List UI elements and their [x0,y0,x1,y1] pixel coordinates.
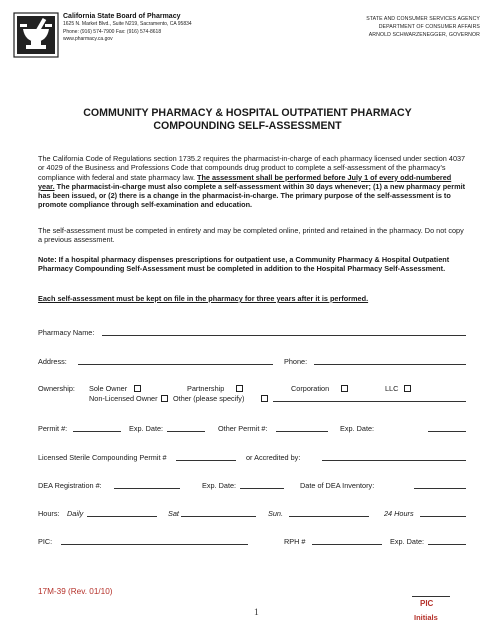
partnership-checkbox[interactable] [236,385,243,392]
llc-checkbox[interactable] [404,385,411,392]
pic-field[interactable] [61,544,248,545]
address-field[interactable] [78,364,273,365]
accredited-field[interactable] [322,460,466,461]
daily-label: Daily [67,509,84,518]
title-line-2: COMPOUNDING SELF-ASSESSMENT [153,120,342,132]
permit-field[interactable] [73,431,121,432]
non-licensed-owner-label: Non-Licensed Owner [89,394,158,403]
sat-label: Sat [168,509,179,518]
sole-owner-label: Sole Owner [89,384,128,393]
phone-label: Phone: [284,357,308,366]
sterile-permit-field[interactable] [176,460,236,461]
note-paragraph: Note: If a hospital pharmacy dispenses prescriptions for outpatient use, a Community Pharmacy & Hospital Outpatient Pharmacy Compounding Self-Assessment must be completed in addition to the Hospital Pharmacy Self-Assessment. [38,255,450,274]
document-title [0,107,495,133]
sole-owner-checkbox[interactable] [134,385,141,392]
intro-text-c: The pharmacist-in-charge must also complete a self-assessment within 30 days whenever; (1) a new pharmacy permit has been issued, or (2) there is a change in the pharmacist-in-charge. The primary purpose of the self-assessment is to promote compliance through self-examination and education. [38,181,466,210]
form-number: 17M-39 (Rev. 01/10) [38,587,113,596]
24-hours-field[interactable] [420,516,466,517]
corporation-checkbox[interactable] [341,385,348,392]
other-checkbox[interactable] [261,395,268,402]
phone-field[interactable] [314,364,466,365]
pharmacy-name-field[interactable] [102,335,466,336]
daily-hours-field[interactable] [87,516,157,517]
intro-text-a: The California Code of Regulations section 1735.2 requires the pharmacist-in-charge of each pharmacy licensed under section 4037 or 4029 of the Business and Professions Code that compounds drug product to complete a self-assessment of the pharmacy’s compliance with federal and state pharmacy law. [38,154,466,182]
mortar-and-pestle-seal-icon [13,12,59,58]
llc-label: LLC [385,384,399,393]
page-number: 1 [254,608,259,618]
title-line-1: COMMUNITY PHARMACY & HOSPITAL OUTPATIENT PHARMACY [83,107,412,119]
pic-exp-field[interactable] [428,544,466,545]
pharmacy-name-label: Pharmacy Name: [38,328,95,337]
dea-inventory-label: Date of DEA Inventory: [300,481,375,490]
board-contact-block [63,13,192,42]
corporation-label: Corporation [291,384,330,393]
hours-label: Hours: [38,509,60,518]
other-specify-field[interactable] [273,401,466,402]
24-hours-label: 24 Hours [384,509,414,518]
retention-paragraph: Each self-assessment must be kept on file in the pharmacy for three years after it is performed. [38,294,369,303]
permit-label: Permit #: [38,424,68,433]
governor-name: ARNOLD SCHWARZENEGGER, GOVERNOR [368,32,480,38]
sat-hours-field[interactable] [181,516,256,517]
other-permit-label: Other Permit #: [218,424,268,433]
initials-footer-label: Initials [414,613,438,622]
agency-block [366,15,480,39]
pic-label: PIC: [38,537,53,546]
rph-label: RPH # [284,537,306,546]
pic-exp-label: Exp. Date: [390,537,425,546]
intro-deadline: The assessment shall be performed before July 1 of every odd-numbered year. [38,172,452,191]
dea-registration-field[interactable] [114,488,180,489]
department-name: DEPARTMENT OF CONSUMER AFFAIRS [378,24,480,30]
board-name: California State Board of Pharmacy [63,13,181,20]
intro-paragraph [38,154,466,210]
ownership-label: Ownership: [38,384,75,393]
dea-exp-field[interactable] [240,488,284,489]
partnership-label: Partnership [187,384,225,393]
pic-initials-line[interactable] [412,596,450,597]
dea-inventory-field[interactable] [414,488,466,489]
non-licensed-owner-checkbox[interactable] [161,395,168,402]
sun-label: Sun. [268,509,284,518]
accredited-label: or Accredited by: [246,453,301,462]
dea-exp-label: Exp. Date: [202,481,237,490]
other-label: Other (please specify) [173,394,245,403]
agency-name: STATE AND CONSUMER SERVICES AGENCY [366,16,480,22]
other-permit-field[interactable] [276,431,328,432]
address-label: Address: [38,357,67,366]
board-website[interactable]: www.pharmacy.ca.gov [63,36,113,43]
permit-exp-label: Exp. Date: [129,424,164,433]
dea-registration-label: DEA Registration #: [38,481,102,490]
permit-exp-field[interactable] [167,431,205,432]
sterile-permit-label: Licensed Sterile Compounding Permit # [38,453,167,462]
other-permit-exp-label: Exp. Date: [340,424,375,433]
board-phone-fax: Phone: (916) 574-7900 Fax: (916) 574-8618 [63,28,162,35]
other-permit-exp-field[interactable] [428,431,466,432]
rph-field[interactable] [312,544,382,545]
pic-footer-label: PIC [420,599,434,608]
completion-paragraph: The self-assessment must be competed in entirety and may be completed online, printed and retained in the pharmacy. Do not copy a previous assessment. [38,226,464,245]
sun-hours-field[interactable] [289,516,369,517]
board-address: 1625 N. Market Blvd., Suite N219, Sacramento, CA 95834 [63,21,192,28]
